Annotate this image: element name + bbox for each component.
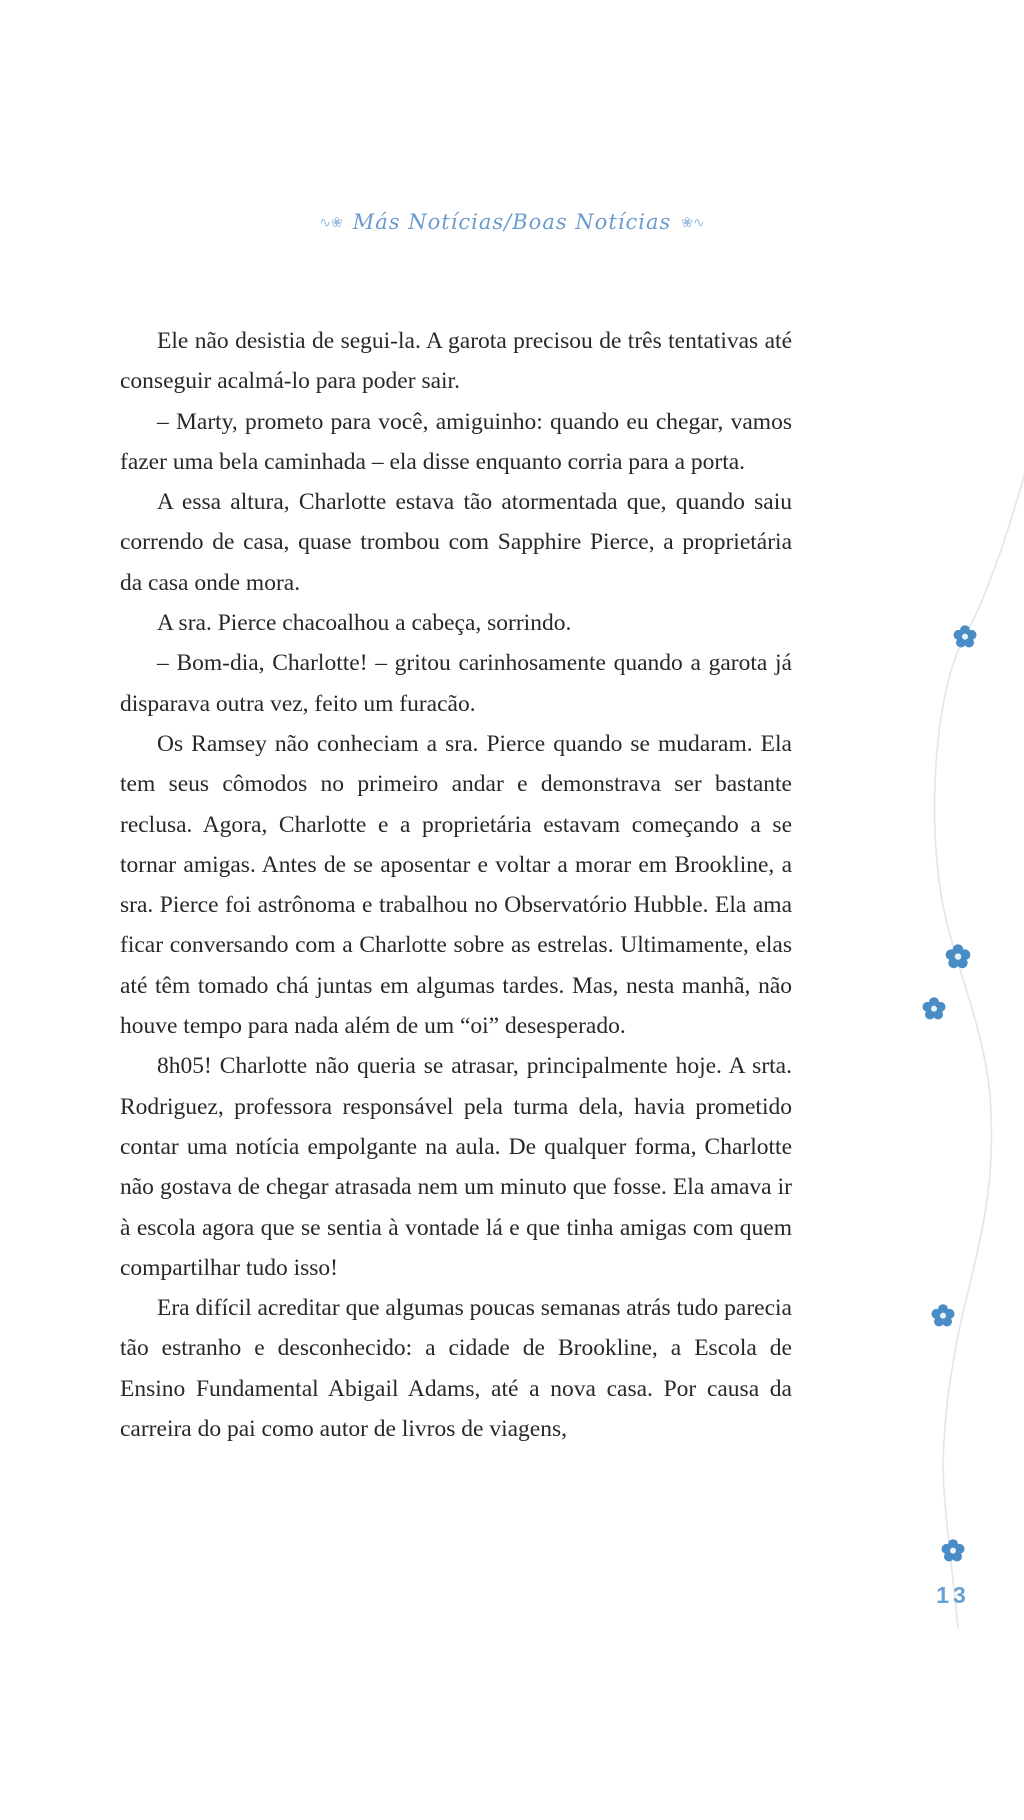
paragraph: 8h05! Charlotte não queria se atrasar, principalmente hoje. A srta. Rodriguez, professora responsável pela turma dela, havia prometido contar uma notícia empolgante na aula. De qualquer forma, Charlotte não gostava de chegar atrasada nem um minuto que fosse. Ela amava ir à escola agora que se sentia à vontade lá e que tinha amigas com quem compartilhar tudo isso! bbox=[120, 1053, 792, 1281]
paragraph: – Marty, prometo para você, amiguinho: quando eu chegar, vamos fazer uma bela caminhada – ela disse enquanto corria para a porta. bbox=[120, 408, 792, 475]
paragraph: Os Ramsey não conheciam a sra. Pierce quando se mudaram. Ela tem seus cômodos no primeiro andar e demonstrava ser bastante reclusa. Agora, Charlotte e a proprietária estavam começando a se tornar amigas. Antes de se aposentar e voltar a morar em Brookline, a sra. Pierce foi astrônoma e trabalhou no Observatório Hubble. Ela ama ficar conversando com a Charlotte sobre as estrelas. Ultimamente, elas até têm tomado chá juntas em algumas tardes. Mas, nesta manhã, não houve tempo para nada além de um “oi” desesperado. bbox=[120, 730, 792, 1040]
paragraph: A sra. Pierce chacoalhou a cabeça, sorrindo. bbox=[157, 610, 572, 637]
page-number: 13 bbox=[936, 1582, 970, 1608]
paragraph: – Bom-dia, Charlotte! – gritou carinhosamente quando a garota já disparava outra vez, feito um furacão. bbox=[120, 650, 792, 717]
paragraph: A essa altura, Charlotte estava tão atormentada que, quando saiu correndo de casa, quase trombou com Sapphire Pierce, a proprietária da casa onde mora. bbox=[120, 489, 792, 596]
flower-icon bbox=[920, 995, 948, 1023]
body-text bbox=[120, 321, 792, 1449]
header-flourish-left-icon: ∿❀ bbox=[319, 215, 343, 231]
running-header bbox=[0, 210, 1024, 234]
running-title: Más Notícias/Boas Notícias bbox=[352, 210, 672, 234]
header-flourish-right-icon: ❀∿ bbox=[681, 215, 705, 231]
flower-icon bbox=[939, 1537, 967, 1565]
paragraph: Era difícil acreditar que algumas poucas semanas atrás tudo parecia tão estranho e desconhecido: a cidade de Brookline, a Escola de Ensino Fundamental Abigail Adams, até a nova casa. Por causa da carreira do pai como autor de livros de viagens, bbox=[120, 1295, 792, 1443]
flower-icon bbox=[929, 1302, 957, 1330]
flower-icon bbox=[943, 942, 973, 972]
paragraph: Ele não desistia de segui-la. A garota precisou de três tentativas até conseguir acalmá-lo para poder sair. bbox=[120, 328, 792, 395]
flower-icon bbox=[951, 623, 979, 651]
